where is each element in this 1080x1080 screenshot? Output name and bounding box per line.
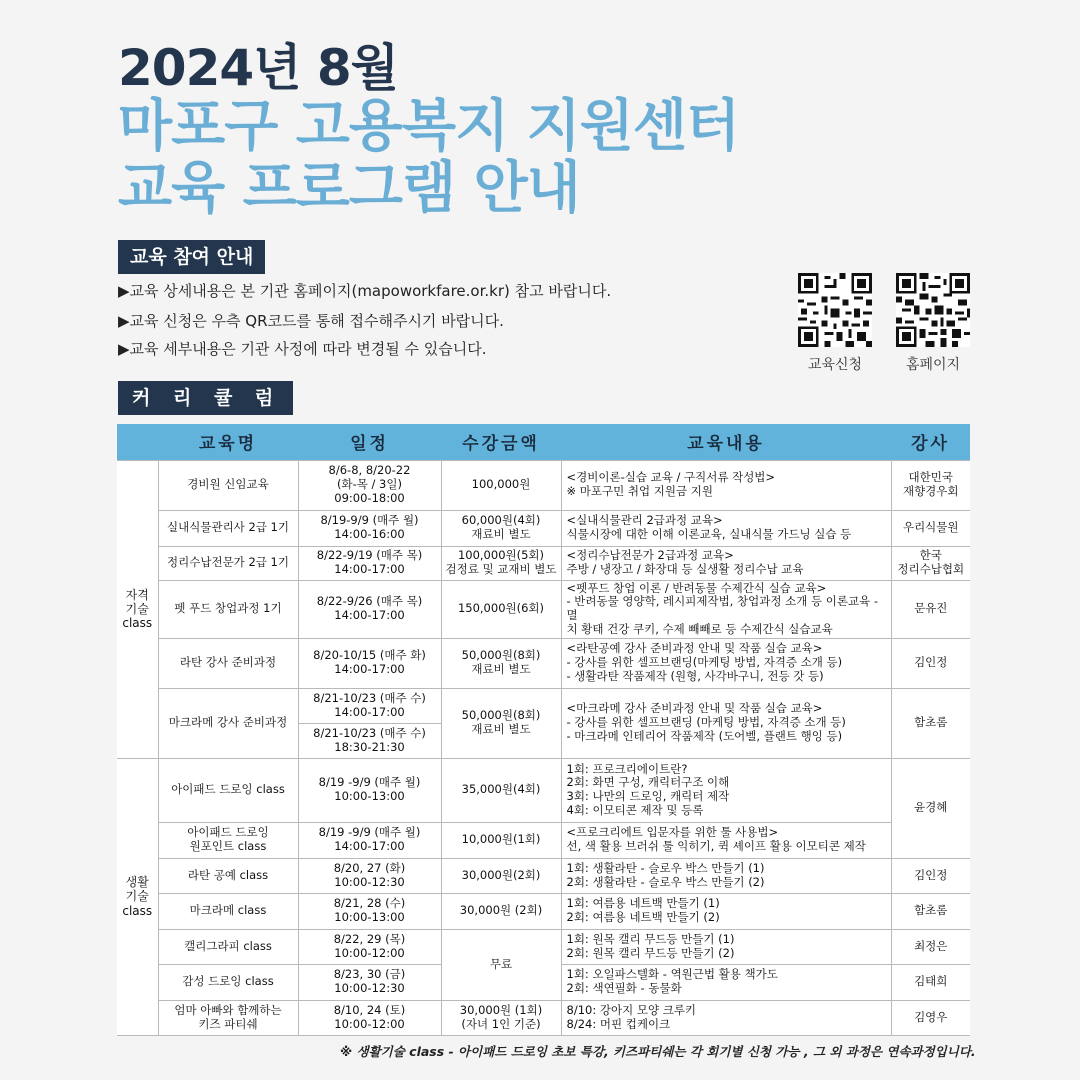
table-row bbox=[117, 510, 970, 546]
header-year-month: 2024년 8월 bbox=[118, 39, 398, 97]
course-schedule: 8/21, 28 (수) 10:00-13:00 bbox=[298, 893, 441, 929]
header-program-title: 교육 프로그램 안내 bbox=[118, 156, 580, 221]
course-schedule: 8/10, 24 (토) 10:00-12:00 bbox=[298, 1000, 441, 1035]
course-content: 1회: 여름용 네트백 만들기 (1) 2회: 여름용 네트백 만들기 (2) bbox=[561, 893, 891, 929]
col-header-fee: 수강금액 bbox=[441, 424, 561, 460]
course-schedule: 8/22-9/26 (매주 목) 14:00-17:00 bbox=[298, 580, 441, 638]
course-name: 실내식물관리사 2급 1기 bbox=[158, 510, 298, 546]
participation-section-label: 교육 참여 안내 bbox=[118, 240, 265, 274]
col-header-name: 교육명 bbox=[158, 424, 298, 460]
table-row bbox=[117, 893, 970, 929]
table-row bbox=[117, 1000, 970, 1035]
course-fee: 30,000원(2회) bbox=[441, 858, 561, 893]
course-fee: 150,000원(6회) bbox=[441, 580, 561, 638]
course-content: 8/10: 강아지 모양 크루키 8/24: 머핀 컵케이크 bbox=[561, 1000, 891, 1035]
course-schedule: 8/21-10/23 (매주 수) 18:30-21:30 bbox=[298, 723, 441, 758]
curriculum-section-label: 커 리 큘 럼 bbox=[118, 381, 293, 415]
course-lecturer: 함초롬 bbox=[891, 688, 970, 758]
table-header-row bbox=[117, 424, 970, 460]
course-name: 펫 푸드 창업과정 1기 bbox=[158, 580, 298, 638]
course-name: 경비원 신임교육 bbox=[158, 460, 298, 510]
course-fee: 100,000원 bbox=[441, 460, 561, 510]
course-lecturer: 윤경혜 bbox=[891, 758, 970, 858]
course-name: 아이패드 드로잉 class bbox=[158, 758, 298, 822]
course-lecturer: 최정은 bbox=[891, 929, 970, 964]
course-lecturer: 김태희 bbox=[891, 964, 970, 1000]
course-lecturer: 김인정 bbox=[891, 858, 970, 893]
course-fee: 무료 bbox=[441, 929, 561, 1000]
col-header-schedule: 일정 bbox=[298, 424, 441, 460]
course-lecturer: 김인정 bbox=[891, 638, 970, 688]
course-schedule: 8/6-8, 8/20-22 (화-목 / 3일) 09:00-18:00 bbox=[298, 460, 441, 510]
course-lecturer: 한국 정리수납협회 bbox=[891, 546, 970, 580]
course-content: <정리수납전문가 2급과정 교육> 주방 / 냉장고 / 화장대 등 실생활 정리수납 교육 bbox=[561, 546, 891, 580]
course-fee: 35,000원(4회) bbox=[441, 758, 561, 822]
col-header-lecturer: 강사 bbox=[891, 424, 970, 460]
course-content: <경비이론-실습 교육 / 구직서류 작성법> ※ 마포구민 취업 지원금 지원 bbox=[561, 460, 891, 510]
table-row bbox=[117, 580, 970, 638]
course-name: 라탄 공예 class bbox=[158, 858, 298, 893]
footnote: ※ 생활기술 class - 아이패드 드로잉 초보 특강, 키즈파티쉐는 각 회기별 신청 가능 , 그 외 과정은 연속과정입니다. bbox=[340, 1044, 976, 1059]
course-lecturer: 김영우 bbox=[891, 1000, 970, 1035]
course-name: 감성 드로잉 class bbox=[158, 964, 298, 1000]
course-content: <실내식물관리 2급과정 교육> 식물시장에 대한 이해 이론교육, 실내식물 가드닝 실습 등 bbox=[561, 510, 891, 546]
qr-code-homepage-icon[interactable] bbox=[896, 273, 970, 347]
notice-changes: ▶교육 세부내용은 기관 사정에 따라 변경될 수 있습니다. bbox=[118, 340, 487, 358]
course-fee: 100,000원(5회) 검정료 및 교재비 별도 bbox=[441, 546, 561, 580]
course-lecturer: 문유진 bbox=[891, 580, 970, 638]
notice-qr-apply: ▶교육 신청은 우측 QR코드를 통해 접수해주시기 바랍니다. bbox=[118, 312, 504, 330]
course-schedule: 8/21-10/23 (매주 수) 14:00-17:00 bbox=[298, 688, 441, 723]
course-name: 엄마 아빠와 함께하는 키즈 파티쉐 bbox=[158, 1000, 298, 1035]
course-fee: 50,000원(8회) 재료비 별도 bbox=[441, 688, 561, 758]
table-row bbox=[117, 638, 970, 688]
table-row bbox=[117, 546, 970, 580]
course-lecturer: 대한민국 재향경우회 bbox=[891, 460, 970, 510]
course-fee: 30,000원 (1회) (자녀 1인 기준) bbox=[441, 1000, 561, 1035]
table-row bbox=[117, 758, 970, 822]
course-name: 정리수납전문가 2급 1기 bbox=[158, 546, 298, 580]
course-lecturer: 우리식물원 bbox=[891, 510, 970, 546]
course-schedule: 8/22-9/19 (매주 목) 14:00-17:00 bbox=[298, 546, 441, 580]
category-cell: 생활 기술 class bbox=[117, 758, 158, 1035]
course-fee: 50,000원(8회) 재료비 별도 bbox=[441, 638, 561, 688]
qr-caption-apply: 교육신청 bbox=[807, 357, 863, 373]
course-name: 마크라메 강사 준비과정 bbox=[158, 688, 298, 758]
course-fee: 30,000원 (2회) bbox=[441, 893, 561, 929]
course-content: <펫푸드 창업 이론 / 반려동물 수제간식 실습 교육> - 반려동물 영양학, 레시피제작법, 창업과정 소개 등 이론교육 - 멸 치 황태 건강 쿠키, 수제 빼빼로 등 수제간식 실습교육 bbox=[561, 580, 891, 638]
course-content: <라탄공예 강사 준비과정 안내 및 작품 실습 교육> - 강사를 위한 셀프브랜딩(마케팅 방법, 자격증 소개 등) - 생활라탄 작품제작 (원형, 사각바구니, 전등 갓 등) bbox=[561, 638, 891, 688]
course-schedule: 8/19 -9/9 (매주 월) 14:00-17:00 bbox=[298, 822, 441, 858]
course-name: 마크라메 class bbox=[158, 893, 298, 929]
course-schedule: 8/19-9/9 (매주 월) 14:00-16:00 bbox=[298, 510, 441, 546]
course-schedule: 8/20-10/15 (매주 화) 14:00-17:00 bbox=[298, 638, 441, 688]
course-content: <프로크리에트 입문자를 위한 툴 사용법> 선, 색 활용 브러쉬 툴 익히기, 퀵 셰이프 활용 이모티콘 제작 bbox=[561, 822, 891, 858]
course-content: 1회: 생활라탄 - 슬로우 박스 만들기 (1) 2회: 생활라탄 - 슬로우 박스 만들기 (2) bbox=[561, 858, 891, 893]
table-row bbox=[117, 822, 970, 858]
course-content: 1회: 프로크리에이트란? 2회: 화면 구성, 캐릭터구조 이해 3회: 나만의 드로잉, 캐릭터 제작 4회: 이모티콘 제작 및 등록 bbox=[561, 758, 891, 822]
header-center-name: 마포구 고용복지 지원센터 bbox=[118, 94, 740, 159]
course-schedule: 8/19 -9/9 (매주 월) 10:00-13:00 bbox=[298, 758, 441, 822]
course-schedule: 8/20, 27 (화) 10:00-12:30 bbox=[298, 858, 441, 893]
notice-homepage: ▶교육 상세내용은 본 기관 홈페이지(mapoworkfare.or.kr) 참고 바랍니다. bbox=[118, 282, 612, 300]
curriculum-table bbox=[117, 424, 970, 1036]
table-row bbox=[117, 688, 970, 723]
course-fee: 60,000원(4회) 재료비 별도 bbox=[441, 510, 561, 546]
course-name: 아이패드 드로잉 원포인트 class bbox=[158, 822, 298, 858]
course-content: <마크라메 강사 준비과정 안내 및 작품 실습 교육> - 강사를 위한 셀프브랜딩 (마케팅 방법, 자격증 소개 등) - 마크라메 인테리어 작품제작 (도어벨, 플랜트 행잉 등) bbox=[561, 688, 891, 758]
course-fee: 10,000원(1회) bbox=[441, 822, 561, 858]
col-header-content: 교육내용 bbox=[561, 424, 891, 460]
course-name: 라탄 강사 준비과정 bbox=[158, 638, 298, 688]
qr-code-apply-icon[interactable] bbox=[798, 273, 872, 347]
qr-caption-homepage: 홈페이지 bbox=[905, 357, 961, 373]
category-cell: 자격 기술 class bbox=[117, 460, 158, 758]
course-lecturer: 함초롬 bbox=[891, 893, 970, 929]
course-name: 캘리그라피 class bbox=[158, 929, 298, 964]
course-schedule: 8/23, 30 (금) 10:00-12:30 bbox=[298, 964, 441, 1000]
course-content: 1회: 원목 캘리 무드등 만들기 (1) 2회: 원목 캘리 무드등 만들기 (2) bbox=[561, 929, 891, 964]
table-row bbox=[117, 929, 970, 964]
table-row bbox=[117, 858, 970, 893]
table-row bbox=[117, 460, 970, 510]
course-schedule: 8/22, 29 (목) 10:00-12:00 bbox=[298, 929, 441, 964]
course-content: 1회: 오일파스텔화 - 역원근법 활용 책가도 2회: 색연필화 - 동물화 bbox=[561, 964, 891, 1000]
